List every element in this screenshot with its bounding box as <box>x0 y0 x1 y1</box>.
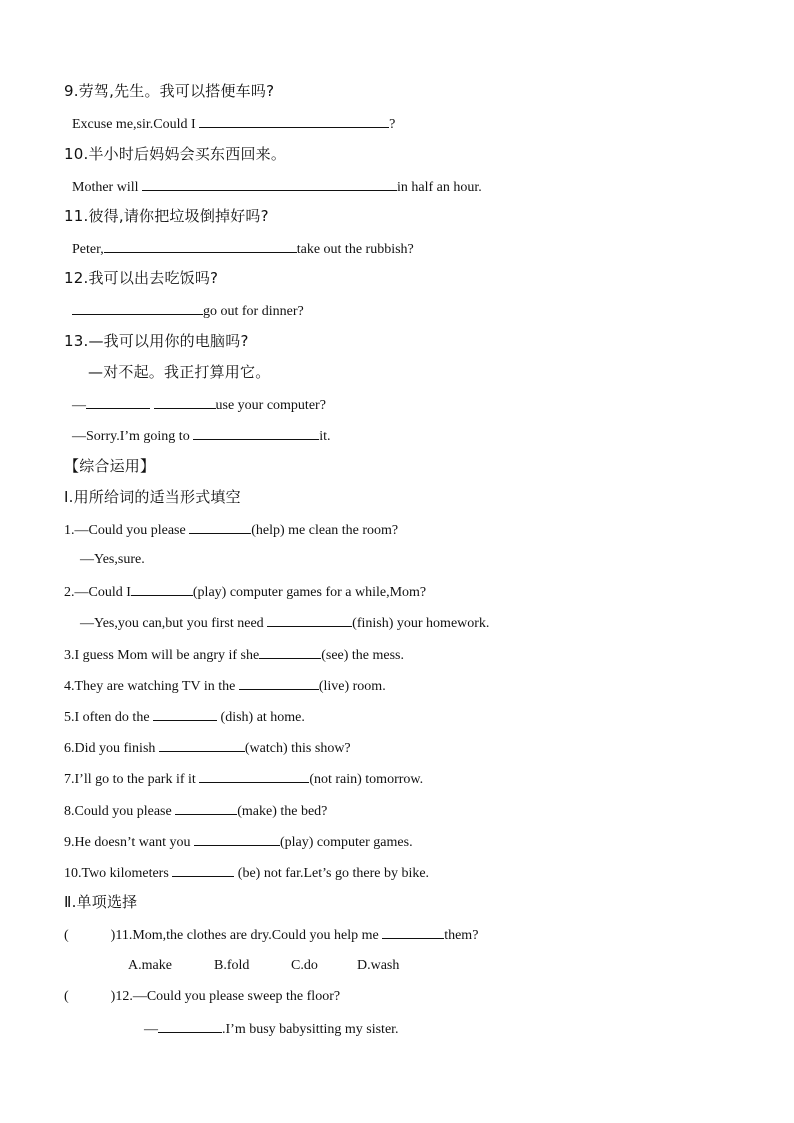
option-b[interactable]: B.fold <box>214 958 250 973</box>
answer-blank[interactable] <box>159 737 245 752</box>
fill-text: 5.I often do the <box>64 710 154 725</box>
q10-text: Mother will <box>72 180 142 195</box>
answer-blank[interactable] <box>86 394 150 409</box>
fill-item-5 <box>64 706 305 728</box>
q12-english <box>72 300 304 322</box>
q13-english-2 <box>72 425 330 447</box>
fill-item-7 <box>64 768 423 790</box>
fill-text: 1.—Could you please <box>64 523 190 538</box>
fill-text: (see) the mess. <box>321 648 405 663</box>
fill-item-6 <box>64 737 351 759</box>
q11-chinese: 11.彼得,请你把垃圾倒掉好吗? <box>64 207 269 225</box>
answer-blank[interactable] <box>193 425 319 440</box>
fill-text: (dish) at home. <box>217 710 305 725</box>
option-c[interactable]: C.do <box>291 958 318 973</box>
q9-end: ? <box>389 117 396 132</box>
q9-text: Excuse me,sir.Could I <box>72 117 200 132</box>
answer-blank[interactable] <box>131 581 193 596</box>
paren-open: ( <box>64 989 69 1004</box>
answer-blank[interactable] <box>194 831 280 846</box>
answer-blank[interactable] <box>172 862 234 877</box>
answer-blank[interactable] <box>142 176 397 191</box>
mc-q11 <box>64 924 478 946</box>
fill-item-2-reply <box>80 612 489 634</box>
mc-q11-text: 11.Mom,the clothes are dry.Could you help me <box>115 928 383 943</box>
dash: — <box>144 1022 158 1037</box>
fill-text: 8.Could you please <box>64 804 176 819</box>
section-heading: 【综合运用】 <box>64 457 156 475</box>
q13-chinese: 13.—我可以用你的电脑吗? <box>64 332 249 350</box>
answer-blank[interactable] <box>267 612 352 627</box>
answer-blank[interactable] <box>153 706 217 721</box>
fill-text: (make) the bed? <box>237 804 328 819</box>
mc-q12-reply-text: .I’m busy babysitting my sister. <box>222 1022 399 1037</box>
fill-text: 7.I’ll go to the park if it <box>64 772 200 787</box>
part1-title: Ⅰ.用所给词的适当形式填空 <box>64 488 241 506</box>
fill-item-4 <box>64 675 386 697</box>
answer-blank[interactable] <box>189 519 251 534</box>
q9-chinese: 9.劳驾,先生。我可以搭便车吗? <box>64 82 275 100</box>
q13-text: —Sorry.I’m going to <box>72 429 194 444</box>
answer-blank[interactable] <box>154 394 216 409</box>
fill-item-3 <box>64 644 404 666</box>
fill-text: (play) computer games for a while,Mom? <box>192 585 427 600</box>
fill-text: —Yes,sure. <box>80 552 145 567</box>
answer-blank[interactable] <box>199 113 389 128</box>
fill-text: 3.I guess Mom will be angry if she <box>64 648 260 663</box>
fill-text: (live) room. <box>318 679 386 694</box>
q10-english <box>72 176 482 198</box>
q9-english <box>72 113 395 135</box>
answer-blank[interactable] <box>72 300 203 315</box>
fill-text: —Yes,you can,but you first need <box>80 616 268 631</box>
fill-text: (play) computer games. <box>280 835 413 850</box>
q11-text: Peter, <box>72 242 104 257</box>
fill-item-1-reply <box>80 550 145 570</box>
q10-end: in half an hour. <box>397 180 482 195</box>
answer-blank[interactable] <box>259 644 321 659</box>
fill-item-10 <box>64 862 429 884</box>
answer-blank[interactable] <box>158 1018 222 1033</box>
mc-q12 <box>64 987 340 1007</box>
dash: — <box>72 398 86 413</box>
fill-text: 10.Two kilometers <box>64 866 173 881</box>
mc-q12-reply <box>144 1018 399 1040</box>
fill-text: (watch) this show? <box>244 741 351 756</box>
q13-english-1 <box>72 394 326 416</box>
mc-q11-tail: them? <box>444 928 479 943</box>
answer-blank[interactable] <box>382 924 444 939</box>
q12-end: go out for dinner? <box>203 304 304 319</box>
fill-text: (finish) your homework. <box>352 616 490 631</box>
answer-blank[interactable] <box>199 768 309 783</box>
mc-q12-text: 12.—Could you please sweep the floor? <box>115 989 341 1004</box>
mc-q11-options <box>128 956 427 976</box>
fill-text: 2.—Could I <box>64 585 131 600</box>
answer-blank[interactable] <box>239 675 319 690</box>
fill-item-9 <box>64 831 413 853</box>
answer-blank[interactable] <box>104 238 297 253</box>
paren-close: ) <box>110 928 116 943</box>
part2-title: Ⅱ.单项选择 <box>64 893 138 911</box>
fill-text: 9.He doesn’t want you <box>64 835 194 850</box>
fill-item-1 <box>64 519 398 541</box>
q11-end: take out the rubbish? <box>296 242 414 257</box>
fill-text: (help) me clean the room? <box>251 523 399 538</box>
q11-english <box>72 238 414 260</box>
fill-item-2 <box>64 581 426 603</box>
paren-close: ) <box>110 989 116 1004</box>
option-d[interactable]: D.wash <box>357 958 400 973</box>
q13-end: use your computer? <box>215 398 326 413</box>
q12-chinese: 12.我可以出去吃饭吗? <box>64 269 219 287</box>
q13-end: it. <box>319 429 331 444</box>
q13-chinese-reply: —对不起。我正打算用它。 <box>88 363 271 381</box>
fill-text: 6.Did you finish <box>64 741 159 756</box>
q10-chinese: 10.半小时后妈妈会买东西回来。 <box>64 145 287 163</box>
option-a[interactable]: A.make <box>128 958 172 973</box>
fill-text: 4.They are watching TV in the <box>64 679 239 694</box>
answer-blank[interactable] <box>175 800 237 815</box>
fill-item-8 <box>64 800 327 822</box>
fill-text: (not rain) tomorrow. <box>309 772 424 787</box>
fill-text: (be) not far.Let’s go there by bike. <box>234 866 430 881</box>
paren-open: ( <box>64 928 69 943</box>
